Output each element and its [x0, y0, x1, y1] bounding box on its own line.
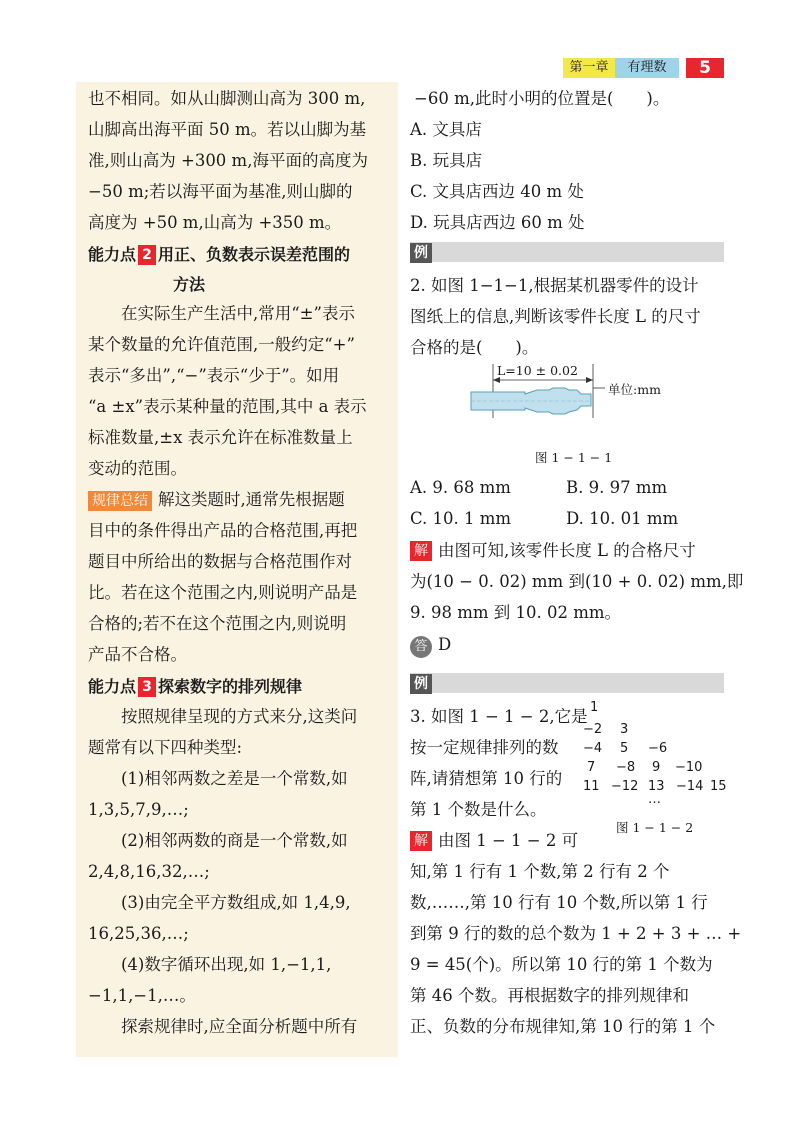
solution-text: 由图可知,该零件长度 L 的合格尺寸	[438, 541, 696, 560]
text-line: “a ±x”表示某种量的范围,其中 a 表示	[88, 397, 367, 416]
solution-line: 正、负数的分布规律知,第 10 行的第 1 个	[410, 1017, 716, 1036]
unit-label: 单位:mm	[608, 382, 661, 397]
page-number: 5	[686, 58, 724, 78]
ability-number: 2	[138, 245, 156, 265]
array-cell: −14	[676, 779, 704, 794]
text-line: 高度为 +50 m,山高为 +350 m。	[88, 213, 342, 232]
rule-text: 解这类题时,通常先根据题	[158, 490, 345, 509]
example-label: 例	[410, 243, 432, 263]
solution-line: 知,第 1 行有 1 个数,第 2 行有 2 个	[410, 862, 670, 881]
ability-point-2-heading	[88, 244, 350, 266]
solution-line: 第 46 个数。再根据数字的排列规律和	[410, 986, 689, 1005]
array-cell: 15	[710, 779, 727, 794]
solution-tag: 解	[410, 541, 432, 561]
dim-arrow	[586, 377, 593, 383]
text-line: (4)数字循环出现,如 1,−1,1,	[88, 955, 332, 974]
ability-title-cont: 方法	[173, 275, 206, 294]
text-line: 探索规律时,应全面分析题中所有	[88, 1017, 358, 1036]
ability-point-3-heading	[88, 676, 302, 698]
example-label: 例	[410, 674, 432, 694]
text-line: 目中的条件得出产品的合格范围,再把	[88, 521, 358, 540]
solution-line	[410, 540, 696, 562]
array-cell: −2	[583, 722, 603, 737]
ability-prefix: 能力点	[88, 677, 137, 696]
figure-caption: 图 1 − 1 − 1	[535, 450, 613, 465]
question-line: 图纸上的信息,判断该零件长度 L 的尺寸	[410, 307, 701, 326]
question-line: 3. 如图 1 − 1 − 2,它是	[410, 707, 588, 726]
solution-line: 数,……,第 10 行有 10 个数,所以第 1 行	[410, 893, 708, 912]
option-d: D. 10. 01 mm	[566, 509, 679, 528]
answer-line	[410, 634, 451, 658]
text-line: 变动的范围。	[88, 459, 187, 478]
text-line: −1,1,−1,…。	[88, 986, 196, 1005]
array-cell: 1	[590, 700, 599, 715]
text-line: −60 m,此时小明的位置是( )。	[414, 89, 670, 108]
text-line: 在实际生产生活中,常用“±”表示	[88, 304, 355, 323]
array-cell: −10	[675, 760, 703, 775]
array-cell: 5	[620, 741, 629, 756]
option-a: A. 文具店	[410, 120, 482, 139]
example-bar	[410, 673, 724, 693]
dimension-label: L=10 ± 0.02	[497, 363, 578, 378]
ability-title: 探索数字的排列规律	[158, 677, 303, 696]
text-line: 合格的;若不在这个范围之内,则说明	[88, 614, 347, 633]
solution-line: 9. 98 mm 到 10. 02 mm。	[410, 603, 622, 622]
solution-line	[410, 830, 578, 852]
option-a: A. 9. 68 mm	[410, 478, 511, 497]
solution-text: 由图 1 − 1 − 2 可	[438, 831, 579, 850]
question-line: 阵,请猜想第 10 行的	[410, 769, 563, 788]
option-c: C. 10. 1 mm	[410, 509, 512, 528]
array-ellipsis: …	[648, 792, 661, 807]
text-line: 标准数量,±x 表示允许在标准数量上	[88, 428, 353, 447]
text-line: −50 m;若以海平面为基准,则山脚的	[88, 182, 353, 201]
text-line: 表示“多出”,“−”表示“少于”。如用	[88, 366, 340, 385]
text-line: (3)由完全平方数组成,如 1,4,9,	[88, 893, 351, 912]
array-cell: −8	[616, 760, 636, 775]
text-line: 某个数量的允许值范围,一般约定“+”	[88, 335, 355, 354]
text-line: 准,则山高为 +300 m,海平面的高度为	[88, 151, 368, 170]
topic-label: 有理数	[615, 58, 679, 78]
solution-line: 到第 9 行的数的总个数为 1 + 2 + 3 + … +	[410, 924, 742, 943]
ability-title: 用正、负数表示误差范围的	[158, 245, 351, 264]
text-line: (1)相邻两数之差是一个常数,如	[88, 769, 348, 788]
rule-summary-tag: 规律总结	[88, 491, 152, 511]
array-cell: 9	[652, 760, 661, 775]
chapter-label: 第一章	[563, 58, 615, 78]
figure-caption: 图 1 − 1 − 2	[616, 820, 694, 835]
text-line: 16,25,36,…;	[88, 924, 189, 943]
text-line: 1,3,5,7,9,…;	[88, 800, 189, 819]
array-cell: 3	[620, 722, 629, 737]
array-cell: 13	[648, 779, 665, 794]
question-line: 合格的是( )。	[410, 338, 539, 357]
text-line: 题目中所给出的数据与合格范围作对	[88, 552, 352, 571]
text-line: 也不相同。如从山脚测山高为 300 m,	[88, 89, 366, 108]
question-line: 2. 如图 1−1−1,根据某机器零件的设计	[410, 276, 699, 295]
solution-line: 为(10 − 0. 02) mm 到(10 + 0. 02) mm,即	[410, 572, 744, 591]
text-line: (2)相邻两数的商是一个常数,如	[88, 831, 348, 850]
answer-tag: 答	[410, 636, 432, 658]
array-cell: −12	[611, 779, 639, 794]
option-c: C. 文具店西边 40 m 处	[410, 182, 584, 201]
array-cell: 7	[587, 760, 596, 775]
option-b: B. 9. 97 mm	[566, 478, 668, 497]
solution-line: 9 = 45(个)。所以第 10 行的第 1 个数为	[410, 955, 713, 974]
ability-prefix: 能力点	[88, 245, 137, 264]
text-line: 题常有以下四种类型:	[88, 738, 243, 757]
option-b: B. 玩具店	[410, 151, 483, 170]
option-d: D. 玩具店西边 60 m 处	[410, 213, 585, 232]
question-line: 按一定规律排列的数	[410, 738, 559, 757]
answer-text: D	[438, 635, 452, 654]
example-bar	[410, 242, 724, 262]
text-line: 产品不合格。	[88, 645, 187, 664]
rule-summary-line	[88, 489, 345, 511]
array-cell: 11	[583, 779, 600, 794]
text-line: 2,4,8,16,32,…;	[88, 862, 210, 881]
array-cell: −6	[648, 741, 668, 756]
array-cell: −4	[583, 741, 603, 756]
ability-number: 3	[138, 677, 156, 697]
question-line: 第 1 个数是什么。	[410, 800, 547, 819]
solution-tag: 解	[410, 831, 432, 851]
text-line: 按照规律呈现的方式来分,这类问	[88, 707, 358, 726]
text-line: 山脚高出海平面 50 m。若以山脚为基	[88, 120, 367, 139]
text-line: 比。若在这个范围之内,则说明产品是	[88, 583, 358, 602]
